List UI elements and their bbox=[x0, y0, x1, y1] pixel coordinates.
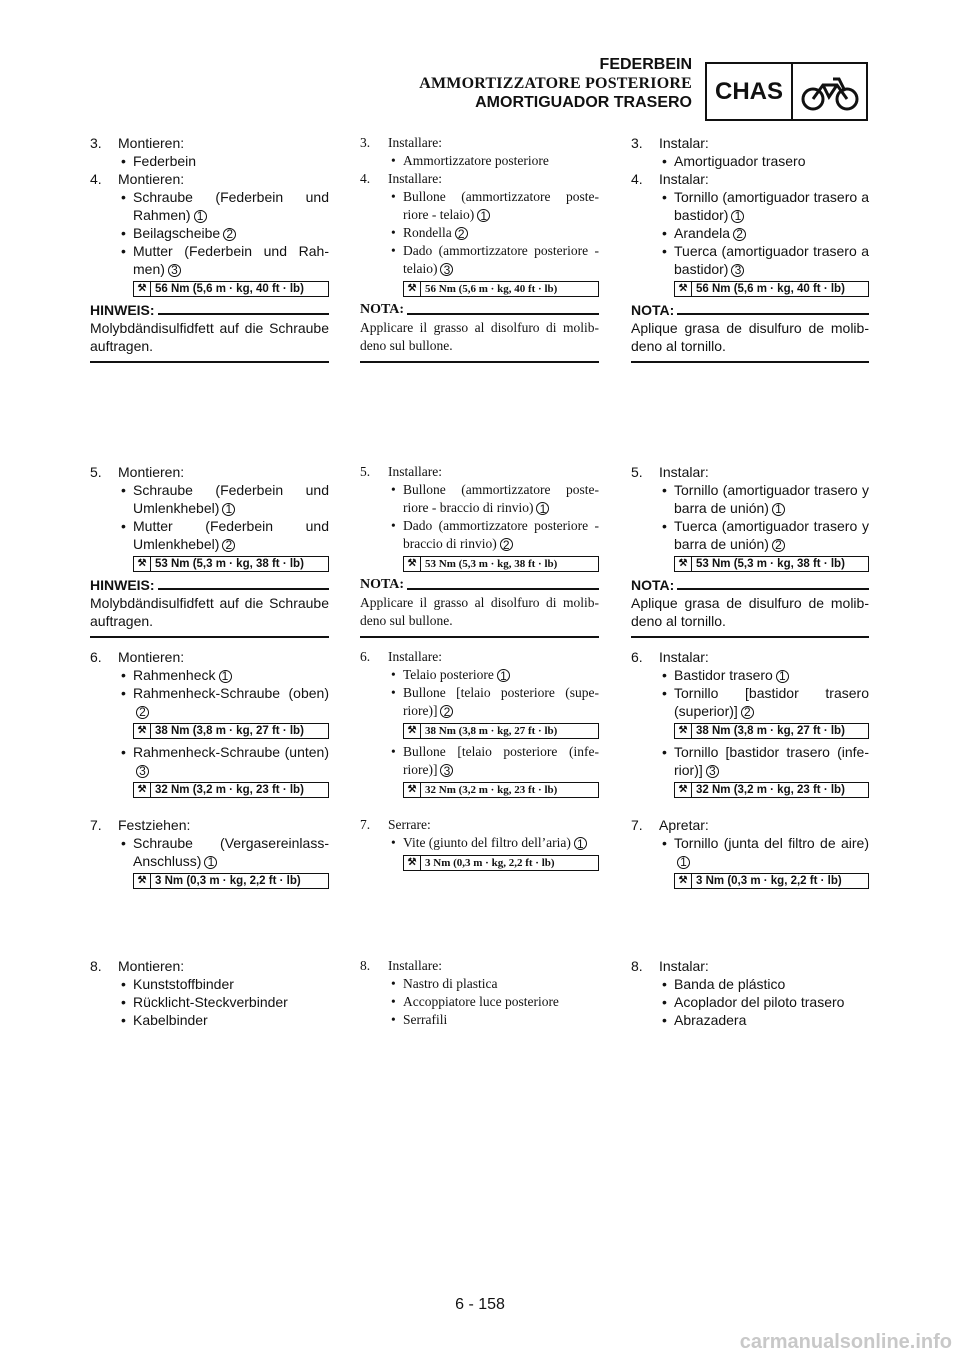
wrench-icon: ⚒ bbox=[134, 724, 151, 738]
torque-spec: ⚒ 38 Nm (3,8 m · kg, 27 ft · lb) bbox=[674, 723, 869, 739]
header-title-it: AMMORTIZZATORE POSTERIORE bbox=[419, 75, 692, 92]
section-it-a: 3. Installare: • Ammortizzatore posteriore 4. Installare: • Bullone (ammortizzatore poste-riore - telaio) 1 • Rondella 2 • Dado (ammortizzatore posteriore - telaio) 3 ⚒ 56 Nm (5,6 m · kg, 40 ft · lb) NOTA: Applicare il grasso al disolfuro di molib-deno sul bullone. bbox=[360, 134, 599, 363]
wrench-icon: ⚒ bbox=[675, 724, 692, 738]
page-number: 6 - 158 bbox=[455, 1296, 505, 1313]
note-box: NOTA: Applicare il grasso al disolfuro di molib-deno sul bullone. bbox=[360, 301, 599, 363]
torque-spec: ⚒ 56 Nm (5,6 m · kg, 40 ft · lb) bbox=[674, 281, 869, 297]
section-de-a: 3. Montieren: • Federbein 4. Montieren: • Schraube (Federbein und Rahmen) 1 • Beilagscheibe 2 • Mutter (Federbein und Rah-men) 3 ⚒ 56 Nm (5,6 m · kg, 40 ft · lb) HINWEIS: Molybdändisulfidfett auf die Schraube auftragen. bbox=[90, 134, 329, 363]
torque-spec: ⚒ 3 Nm (0,3 m · kg, 2,2 ft · lb) bbox=[674, 873, 869, 889]
torque-spec: ⚒ 32 Nm (3,2 m · kg, 23 ft · lb) bbox=[674, 782, 869, 798]
section-de-b: 5. Montieren: • Schraube (Federbein und Umlenkhebel) 1 • Mutter (Federbein und Umlenkhebel) 2 ⚒ 53 Nm (5,3 m · kg, 38 ft · lb) HINWEIS: Molybdändisulfidfett auf die Schraube auftragen. 6. Montieren: • Rahmenheck 1 • Rahmenheck-Schraube (oben)2 ⚒ 38 Nm (3,8 m · kg, 27 ft · lb) • Rahmenheck-Schraube (unten)3 ⚒ 32 Nm (3,2 m · kg, 23 ft · lb) 7. Festziehen: • Schraube (Vergasereinlass-Anschluss) 1 ⚒ 3 Nm (0,3 m · kg, 2,2 ft · lb) bbox=[90, 464, 329, 887]
header-title-de: FEDERBEIN bbox=[599, 56, 692, 73]
wrench-icon: ⚒ bbox=[404, 783, 421, 797]
wrench-icon: ⚒ bbox=[404, 724, 421, 738]
wrench-icon: ⚒ bbox=[404, 856, 421, 870]
torque-spec: ⚒ 3 Nm (0,3 m · kg, 2,2 ft · lb) bbox=[133, 873, 329, 889]
torque-spec: ⚒ 3 Nm (0,3 m · kg, 2,2 ft · lb) bbox=[403, 855, 599, 871]
header-title-es: AMORTIGUADOR TRASERO bbox=[475, 94, 692, 111]
section-de-c: 8. Montieren: • Kunststoffbinder • Rücklicht-Steckverbinder • Kabelbinder bbox=[90, 958, 288, 1028]
wrench-icon: ⚒ bbox=[675, 282, 692, 296]
watermark: carmanualsonline.info bbox=[739, 1331, 952, 1353]
motorcycle-icon bbox=[793, 64, 866, 119]
wrench-icon: ⚒ bbox=[404, 557, 421, 571]
torque-spec: ⚒ 56 Nm (5,6 m · kg, 40 ft · lb) bbox=[403, 281, 599, 297]
section-es-a: 3. Instalar: • Amortiguador trasero 4. Instalar: • Tornillo (amortiguador trasero a bastidor) 1 • Arandela 2 • Tuerca (amortiguador trasero a bastidor) 3 ⚒ 56 Nm (5,6 m · kg, 40 ft · lb) NOTA: Aplique grasa de disulfuro de molib-deno al tornillo. bbox=[631, 134, 869, 363]
torque-spec: ⚒ 53 Nm (5,3 m · kg, 38 ft · lb) bbox=[133, 556, 329, 572]
note-box: HINWEIS: Molybdändisulfidfett auf die Schraube auftragen. bbox=[90, 576, 329, 638]
chapter-label: CHAS bbox=[707, 64, 793, 119]
note-box: HINWEIS: Molybdändisulfidfett auf die Schraube auftragen. bbox=[90, 301, 329, 363]
wrench-icon: ⚒ bbox=[675, 874, 692, 888]
torque-spec: ⚒ 53 Nm (5,3 m · kg, 38 ft · lb) bbox=[674, 556, 869, 572]
note-box: NOTA: Applicare il grasso al disolfuro di molib-deno sul bullone. bbox=[360, 576, 599, 638]
section-it-b: 5. Installare: • Bullone (ammortizzatore poste-riore - braccio di rinvio) 1 • Dado (ammortizzatore posteriore - braccio di rinvio) 2 ⚒ 53 Nm (5,3 m · kg, 38 ft · lb) NOTA: Applicare il grasso al disolfuro di molib-deno sul bullone. 6. Installare: • Telaio posteriore 1 • Bullone [telaio posteriore (supe-riore)] 2 ⚒ 38 Nm (3,8 m · kg, 27 ft · lb) • Bullone [telaio posteriore (infe-riore)] 3 ⚒ 32 Nm (3,2 m · kg, 23 ft · lb) 7. Serrare: • Vite (giunto del filtro dell’aria) 1 ⚒ 3 Nm (0,3 m · kg, 2,2 ft · lb) bbox=[360, 464, 599, 869]
torque-spec: ⚒ 32 Nm (3,2 m · kg, 23 ft · lb) bbox=[133, 782, 329, 798]
wrench-icon: ⚒ bbox=[134, 874, 151, 888]
note-box: NOTA: Aplique grasa de disulfuro de molib-deno al tornillo. bbox=[631, 576, 869, 638]
wrench-icon: ⚒ bbox=[134, 557, 151, 571]
chapter-badge bbox=[705, 62, 868, 121]
wrench-icon: ⚒ bbox=[134, 282, 151, 296]
torque-spec: ⚒ 56 Nm (5,6 m · kg, 40 ft · lb) bbox=[133, 281, 329, 297]
wrench-icon: ⚒ bbox=[404, 282, 421, 296]
section-it-c: 8. Installare: • Nastro di plastica • Accoppiatore luce posteriore • Serrafili bbox=[360, 958, 559, 1027]
torque-spec: ⚒ 32 Nm (3,2 m · kg, 23 ft · lb) bbox=[403, 782, 599, 798]
torque-spec: ⚒ 53 Nm (5,3 m · kg, 38 ft · lb) bbox=[403, 556, 599, 572]
torque-spec: ⚒ 38 Nm (3,8 m · kg, 27 ft · lb) bbox=[133, 723, 329, 739]
section-es-b: 5. Instalar: • Tornillo (amortiguador trasero y barra de unión) 1 • Tuerca (amortiguador trasero y barra de unión) 2 ⚒ 53 Nm (5,3 m · kg, 38 ft · lb) NOTA: Aplique grasa de disulfuro de molib-deno al tornillo. 6. Instalar: • Bastidor trasero 1 • Tornillo [bastidor trasero (superior)] 2 ⚒ 38 Nm (3,8 m · kg, 27 ft · lb) • Tornillo [bastidor trasero (infe-rior)] 3 ⚒ 32 Nm (3,2 m · kg, 23 ft · lb) 7. Apretar: • Tornillo (junta del filtro de aire)1 ⚒ 3 Nm (0,3 m · kg, 2,2 ft · lb) bbox=[631, 464, 869, 887]
note-box: NOTA: Aplique grasa de disulfuro de molib-deno al tornillo. bbox=[631, 301, 869, 363]
wrench-icon: ⚒ bbox=[134, 783, 151, 797]
wrench-icon: ⚒ bbox=[675, 783, 692, 797]
torque-spec: ⚒ 38 Nm (3,8 m · kg, 27 ft · lb) bbox=[403, 723, 599, 739]
wrench-icon: ⚒ bbox=[675, 557, 692, 571]
section-es-c: 8. Instalar: • Banda de plástico • Acoplador del piloto trasero • Abrazadera bbox=[631, 958, 845, 1028]
